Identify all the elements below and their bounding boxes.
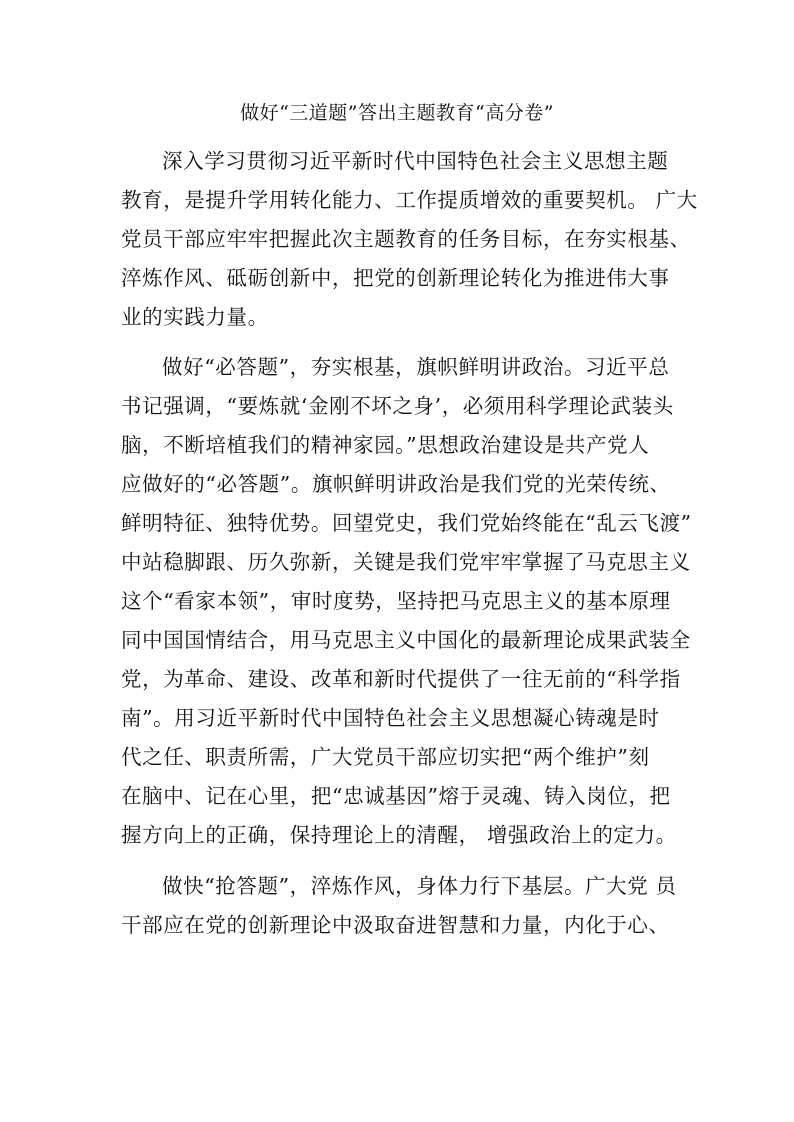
paragraph-2-line-11: 代之任、职责所需，广大党员干部应切实把“两个维护”刻 bbox=[121, 745, 650, 769]
paragraph-1-line-2: 教育，是提升学用转化能力、工作提质增效的重要契机。 广大 bbox=[121, 188, 698, 212]
document-title: 做好“三道题”答出主题教育“高分卷” bbox=[240, 102, 554, 124]
paragraph-2-line-13: 握方向上的正确，保持理论上的清醒， 增强政治上的定力。 bbox=[121, 823, 677, 847]
paragraph-3-line-2: 干部应在党的创新理论中汲取奋进智慧和力量，内化于心、 bbox=[121, 913, 670, 937]
paragraph-2-line-8: 同中国国情结合，用马克思主义中国化的最新理论成果武装全 bbox=[121, 628, 691, 652]
paragraph-2-line-10: 南”。用习近平新时代中国特色社会主义思想凝心铸魂是时 bbox=[121, 706, 660, 730]
paragraph-2-line-4: 应做好的“必答题”。旗帜鲜明讲政治是我们党的光荣传统、 bbox=[121, 472, 671, 496]
paragraph-2-line-6: 中站稳脚跟、历久弥新，关键是我们党牢牢掌握了马克思主义 bbox=[121, 550, 691, 574]
paragraph-2-line-12: 在脑中、记在心里，把“忠诚基因”熔于灵魂、铸入岗位，把 bbox=[121, 784, 671, 808]
paragraph-1-line-1: 深入学习贯彻习近平新时代中国特色社会主义思想主题 bbox=[162, 149, 669, 173]
paragraph-3-line-1: 做快“抢答题”，淬炼作风，身体力行下基层。广大党 员 bbox=[162, 874, 677, 898]
paragraph-2-line-5: 鲜明特征、独特优势。回望党史，我们党始终能在“乱云飞渡” bbox=[121, 511, 692, 535]
paragraph-2-line-3: 脑，不断培植我们的精神家园。”思想政治建设是共产党人 bbox=[121, 433, 650, 457]
paragraph-1-line-3: 党员干部应牢牢把握此次主题教育的任务目标，在夯实根基、 bbox=[121, 227, 691, 251]
paragraph-1-line-5: 业的实践力量。 bbox=[121, 305, 269, 329]
paragraph-2-line-7: 这个“看家本领”，审时度势，坚持把马克思主义的基本原理 bbox=[121, 589, 671, 613]
paragraph-2-line-1: 做好“必答题”，夯实根基，旗帜鲜明讲政治。习近平总 bbox=[162, 355, 670, 379]
paragraph-1-line-4: 淬炼作风、砥砺创新中，把党的创新理论转化为推进伟大事 bbox=[121, 266, 670, 290]
paragraph-2-line-2: 书记强调，“要炼就‘金刚不坏之身’，必须用科学理论武装头 bbox=[121, 394, 674, 418]
paragraph-2-line-9: 党，为革命、建设、改革和新时代提供了一往无前的“科学指 bbox=[121, 667, 681, 691]
